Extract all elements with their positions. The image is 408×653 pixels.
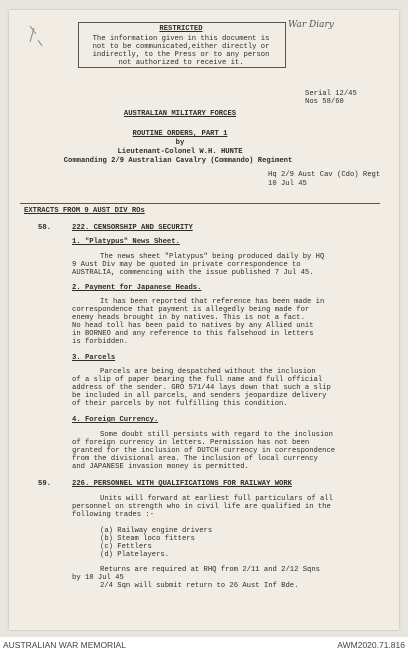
paragraph-line: AUSTRALIA, commencing with the issue published 7 Jul 45. — [72, 269, 314, 277]
paragraph-line: address of the sender. GRO 571/44 lays down that such a slip — [72, 384, 331, 392]
paragraph-line: Parcels are being despatched without the inclusion — [100, 368, 316, 376]
section-divider — [20, 203, 380, 204]
paragraph-line: following trades :- — [72, 511, 154, 519]
extracts-heading: EXTRACTS FROM 9 AUST DIV ROs — [24, 207, 145, 215]
trade-list-item: (c) Fettlers — [100, 543, 152, 551]
trade-list-item: (d) Platelayers. — [100, 551, 170, 559]
commander-title: Commanding 2/9 Australian Cavalry (Commando) Regiment — [63, 157, 293, 165]
paragraph-line: No head toll has been paid to natives by any Allied unit — [72, 322, 314, 330]
accession-number: AWM2020.71.816 — [337, 640, 405, 650]
order-date: 10 Jul 45 — [268, 180, 307, 188]
paragraph-line: from the divisional area. The inclusion of local currency — [72, 455, 318, 463]
restricted-line: not to be communicated,either directly or — [92, 43, 270, 51]
handwritten-note: War Diary — [288, 20, 334, 30]
item-heading: 3. Parcels — [72, 354, 116, 362]
item-heading: 2. Payment for Japanese Heads. — [72, 284, 202, 292]
section-title: 222. CENSORSHIP AND SECURITY — [72, 224, 193, 232]
paragraph-line: be included in all parcels, and senders jeopardize delivery — [72, 392, 327, 400]
paragraph-line: It has been reported that reference has been made in — [100, 298, 325, 306]
order-numbers: Nos 58/60 — [305, 98, 344, 106]
paragraph-line: personnel on strength who in civil life are qualified in the — [72, 503, 331, 511]
restricted-line: not authorized to receive it. — [118, 59, 244, 67]
commander-name: Lieutenant-Colonel W.H. HUNTE — [117, 148, 243, 156]
paragraph-line: 2/4 Sqn will submit return to 26 Aust Inf Bde. — [100, 582, 299, 590]
paragraph-line: of their parcels by not fulfilling this condition. — [72, 400, 288, 408]
restricted-title: RESTRICTED — [159, 25, 203, 33]
paragraph-line: by 18 Jul 45 — [72, 574, 124, 582]
unit-location: Hq 2/9 Aust Cav (Cdo) Regt — [268, 171, 381, 179]
paragraph-line: is forbidden. — [72, 338, 129, 346]
archive-name: AUSTRALIAN WAR MEMORIAL — [3, 640, 126, 650]
paragraph-line: 9 Aust Div may be quoted in private correspondence to — [72, 261, 301, 269]
restricted-line: indirectly, to the Press or to any person — [92, 51, 270, 59]
routine-orders-by: by — [175, 139, 185, 147]
organisation-heading: AUSTRALIAN MILITARY FORCES — [123, 110, 237, 118]
order-number: 58. — [38, 224, 51, 232]
trade-list-item: (a) Railway engine drivers — [100, 527, 213, 535]
archive-footer — [0, 637, 408, 653]
paragraph-line: in BORNEO and any reference to this falsehood in letters — [72, 330, 314, 338]
restricted-line: The information given in this document is — [92, 35, 270, 43]
paragraph-line: Units will forward at earliest full particulars of all — [100, 495, 333, 503]
paragraph-line: and JAPANESE invasion money is permitted. — [72, 463, 249, 471]
trade-list-item: (b) Steam loco fitters — [100, 535, 195, 543]
paragraph-line: Returns are required at RHQ from 2/11 and 2/12 Sqns — [100, 566, 320, 574]
order-number: 59. — [38, 480, 51, 488]
paragraph-line: granted for the inclusion of DUTCH currency in correspondence — [72, 447, 336, 455]
paragraph-line: enemy heads brought in by natives. This is not a fact. — [72, 314, 305, 322]
paragraph-line: of foreign currency in letters. Permission has not been — [72, 439, 310, 447]
pencil-mark-icon — [26, 22, 46, 48]
item-heading: 4. Foreign Currency. — [72, 416, 159, 424]
paragraph-line: The news sheet "Platypus" being produced daily by HQ — [100, 253, 325, 261]
routine-orders-title: ROUTINE ORDERS, PART 1 — [132, 130, 228, 138]
section-title: 226. PERSONNEL WITH QUALIFICATIONS FOR RAILWAY WORK — [72, 480, 292, 488]
serial-number: Serial 12/45 — [305, 90, 357, 98]
item-heading: 1. "Platypus" News Sheet. — [72, 238, 180, 246]
paragraph-line: of a slip of paper bearing the full name and full official — [72, 376, 323, 384]
paragraph-line: correspondence that payment is allegedly being made for — [72, 306, 310, 314]
paragraph-line: Some doubt still persists with regard to the inclusion — [100, 431, 333, 439]
